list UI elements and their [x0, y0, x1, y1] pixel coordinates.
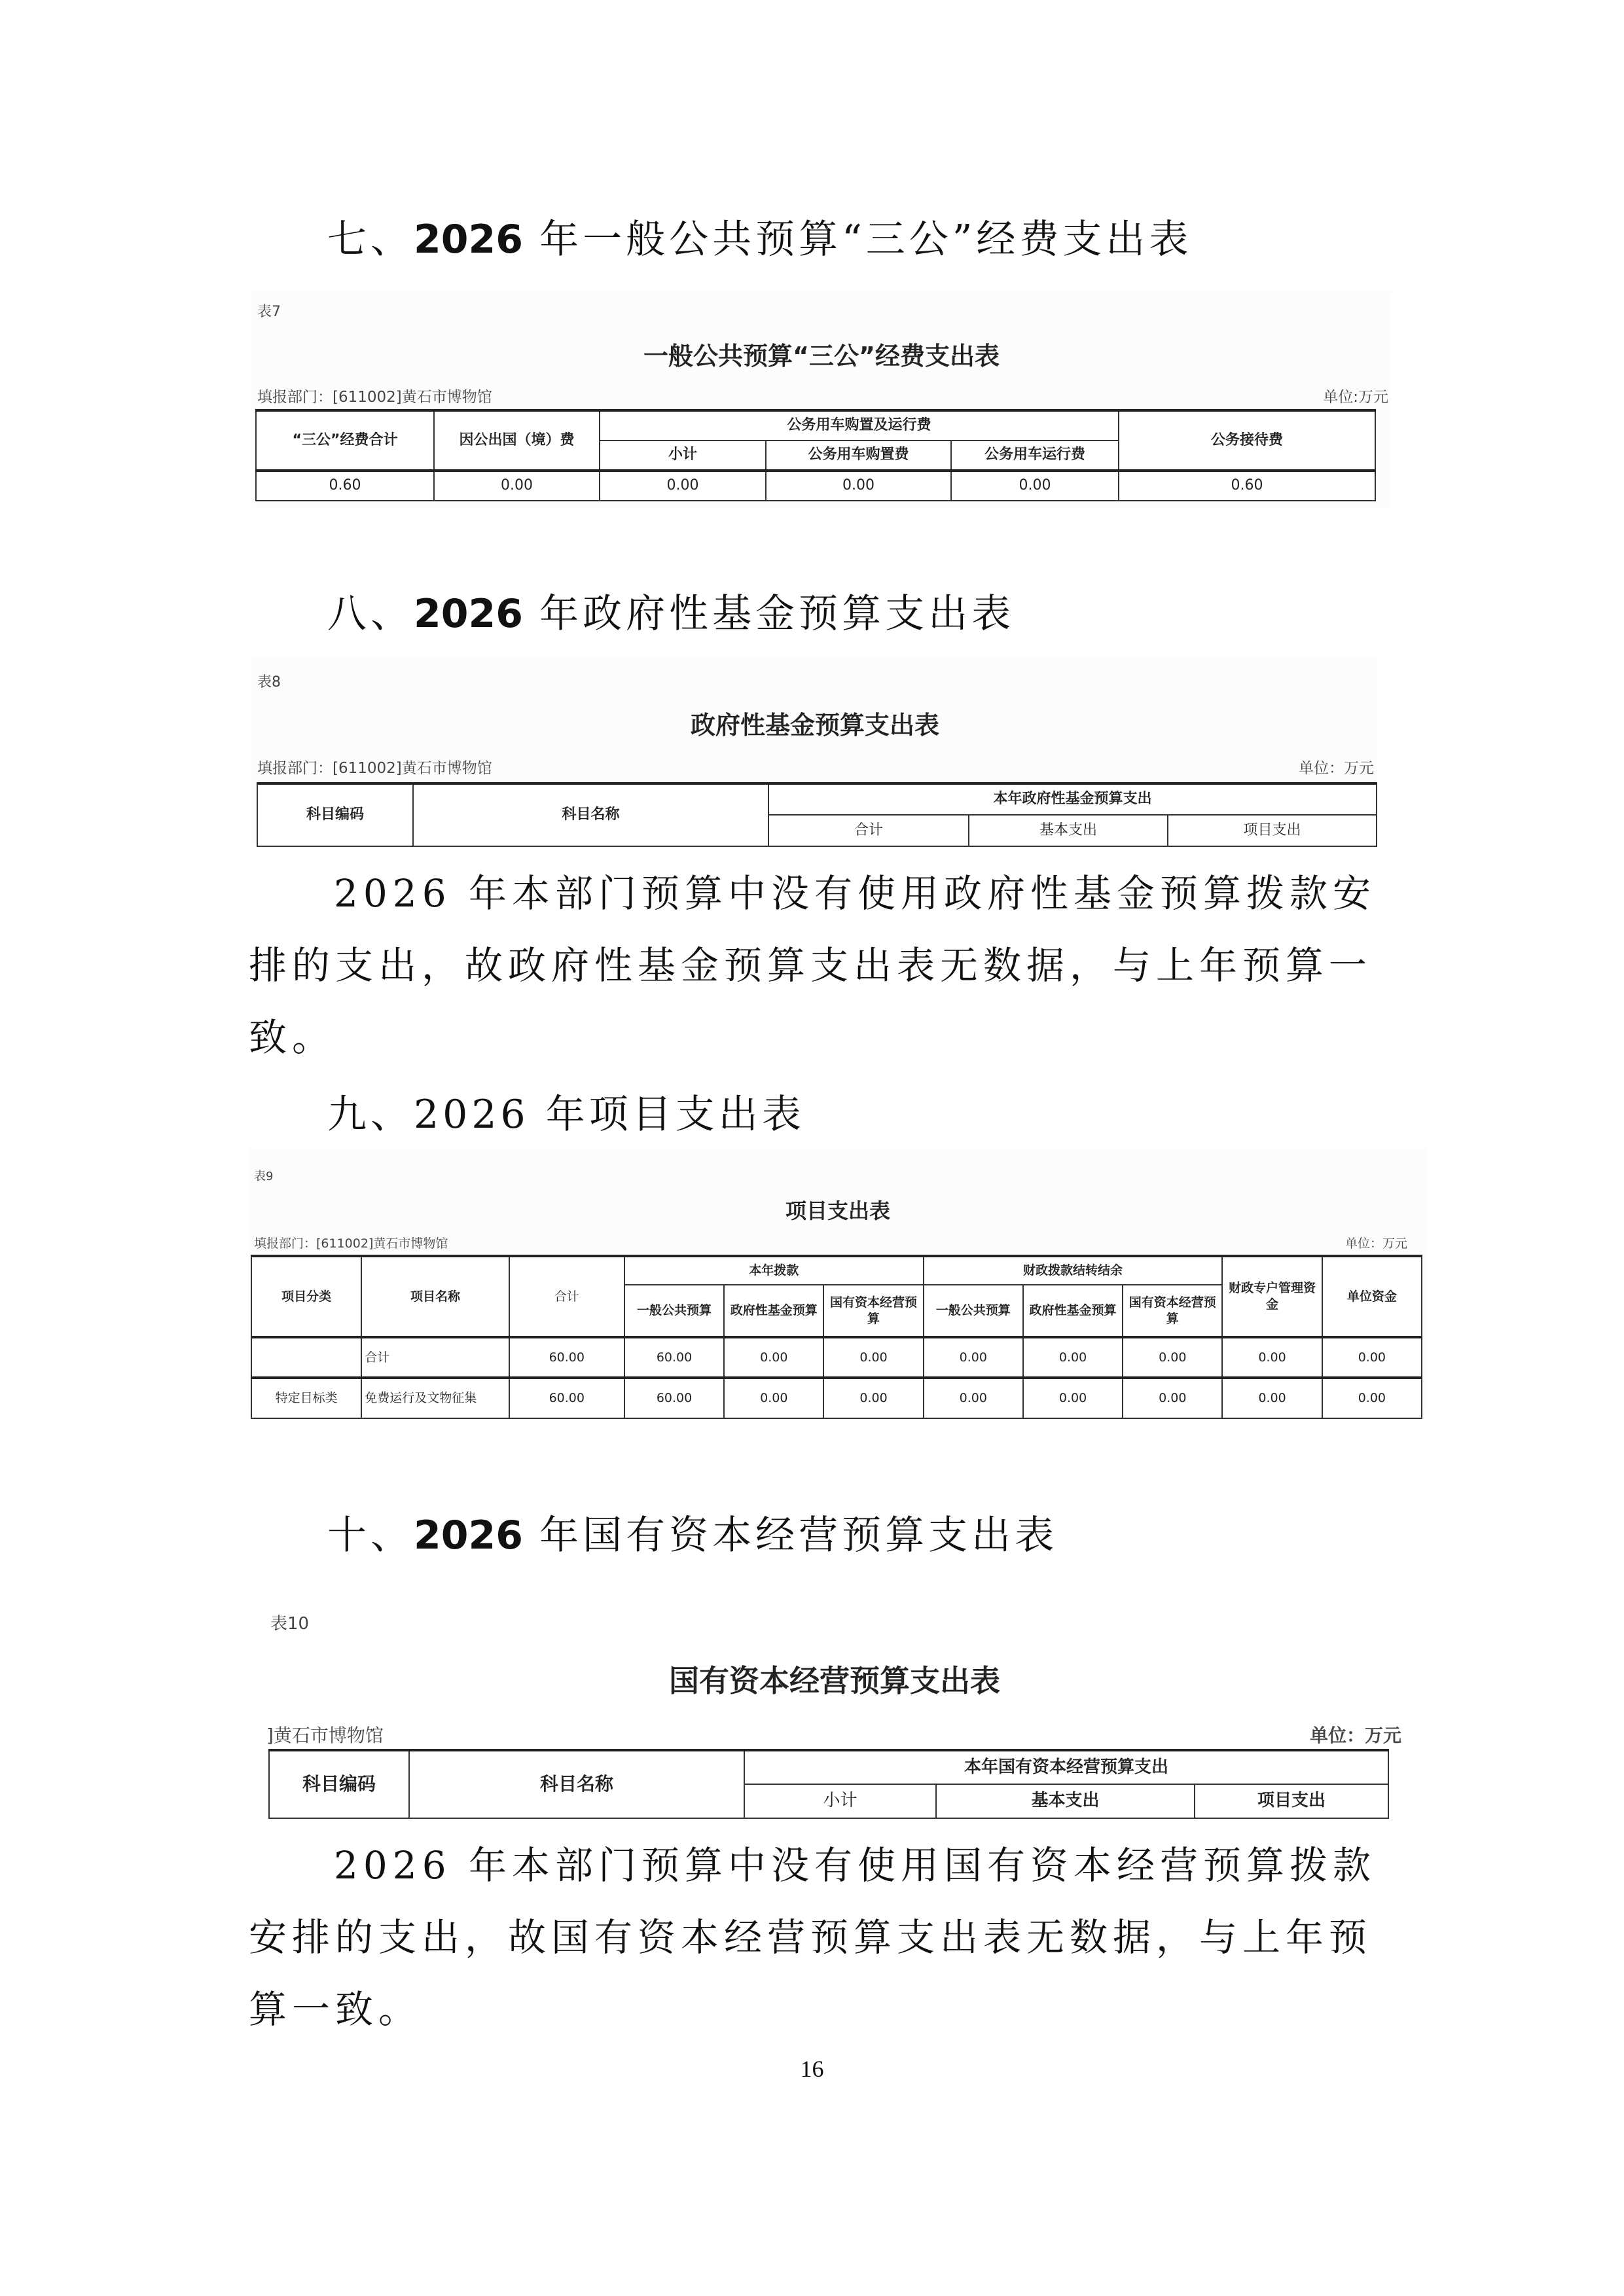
cell-value: 0.00	[823, 1337, 923, 1378]
header-vehicle-group: 公务用车购置及运行费	[600, 410, 1119, 440]
cell-value: 0.00	[1123, 1337, 1222, 1378]
header-vehicle-purchase: 公务用车购置费	[766, 440, 951, 471]
header-basic: 基本支出	[936, 1784, 1195, 1818]
project-expense-table	[251, 1255, 1422, 1419]
heading-year: 2026	[414, 591, 523, 637]
heading-text: 年一般公共预算“三公”经费支出表	[523, 217, 1193, 262]
table-label: 表7	[257, 304, 281, 320]
cell-value: 60.00	[509, 1337, 624, 1378]
unit-label: 单位：万元	[1299, 760, 1374, 777]
table-10-block	[265, 1597, 1404, 1820]
cell-subtotal: 0.00	[600, 471, 766, 501]
table-row	[251, 1378, 1422, 1418]
unit-label: 单位：万元	[1309, 1725, 1401, 1746]
header-subtotal: 小计	[744, 1784, 936, 1818]
cell-value: 0.00	[1023, 1337, 1123, 1378]
state-capital-note: 2026 年本部门预算中没有使用国有资本经营预算拨款安排的支出，故国有资本经营预算支出表无数据，与上年预算一致。	[249, 1843, 1377, 2032]
header-subtotal: 小计	[600, 440, 766, 471]
reporting-department: 填报部门：[611002]黄石市博物馆	[254, 1236, 448, 1251]
gov-fund-note: 2026 年本部门预算中没有使用政府性基金预算拨款安排的支出，故政府性基金预算支出表无数据，与上年预算一致。	[249, 871, 1377, 1060]
gov-fund-expense-table	[257, 782, 1377, 847]
section-7-heading	[327, 208, 1192, 264]
heading-prefix: 九、	[327, 1092, 414, 1138]
cell-value: 0.00	[724, 1378, 823, 1418]
heading-text: 年政府性基金预算支出表	[523, 591, 1015, 637]
header-gov-fund-carry: 政府性基金预算	[1023, 1285, 1123, 1337]
table-label: 表10	[270, 1614, 310, 1634]
cell-value: 0.00	[924, 1337, 1023, 1378]
heading-text: 年国有资本经营预算支出表	[523, 1513, 1058, 1558]
cell-category: 特定目标类	[251, 1378, 361, 1418]
header-reception: 公务接待费	[1119, 410, 1375, 471]
cell-value: 0.00	[1322, 1337, 1422, 1378]
state-capital-expense-table	[268, 1749, 1389, 1819]
cell-name: 合计	[361, 1337, 509, 1378]
cell-vehicle-purchase: 0.00	[766, 471, 951, 501]
cell-value: 0.00	[1222, 1337, 1322, 1378]
heading-year: 2026	[414, 217, 523, 262]
table-title: 一般公共预算“三公”经费支出表	[643, 342, 1000, 370]
header-vehicle-operation: 公务用车运行费	[951, 440, 1119, 471]
heading-prefix: 七、	[327, 217, 414, 262]
cell-vehicle-operation: 0.00	[951, 471, 1119, 501]
header-carry-group: 财政拨款结转结余	[924, 1256, 1223, 1285]
unit-label: 单位:万元	[1323, 389, 1388, 406]
cell-category	[251, 1337, 361, 1378]
header-state-capital-current: 国有资本经营预算	[823, 1285, 923, 1337]
header-group: 本年政府性基金预算支出	[768, 783, 1377, 815]
table-title: 国有资本经营预算支出表	[669, 1663, 1000, 1698]
reporting-department: ]黄石市博物馆	[266, 1725, 384, 1746]
cell-value: 60.00	[624, 1337, 724, 1378]
cell-value: 0.00	[823, 1378, 923, 1418]
cell-name: 免费运行及文物征集	[361, 1378, 509, 1418]
header-unit-funds: 单位资金	[1322, 1256, 1422, 1337]
header-state-capital-carry: 国有资本经营预算	[1123, 1285, 1222, 1337]
header-name: 科目名称	[413, 783, 768, 846]
header-abroad: 因公出国（境）费	[434, 410, 600, 471]
header-current-group: 本年拨款	[624, 1256, 924, 1285]
header-total: 合计	[509, 1256, 624, 1337]
cell-value: 0.00	[924, 1378, 1023, 1418]
header-basic: 基本支出	[969, 815, 1168, 846]
table-title: 项目支出表	[785, 1198, 890, 1223]
header-category: 项目分类	[251, 1256, 361, 1337]
header-name: 项目名称	[361, 1256, 509, 1337]
heading-prefix: 十、	[327, 1513, 414, 1558]
cell-value: 0.00	[1023, 1378, 1123, 1418]
header-code: 科目编码	[257, 783, 413, 846]
page-number: 16	[800, 2056, 824, 2082]
heading-text: 年项目支出表	[529, 1092, 805, 1138]
table-row	[251, 1337, 1422, 1378]
header-general-carry: 一般公共预算	[924, 1285, 1023, 1337]
cell-value: 60.00	[624, 1378, 724, 1418]
header-project: 项目支出	[1195, 1784, 1388, 1818]
table-title: 政府性基金预算支出表	[690, 711, 939, 740]
header-total: “三公”经费合计	[256, 410, 434, 471]
header-code: 科目编码	[269, 1750, 409, 1818]
heading-year: 2026	[414, 1513, 523, 1558]
reporting-department: 填报部门：[611002]黄石市博物馆	[257, 760, 492, 777]
section-10-heading	[327, 1504, 1058, 1560]
header-total: 合计	[768, 815, 969, 846]
reporting-department: 填报部门：[611002]黄石市博物馆	[257, 389, 492, 406]
table-label: 表8	[257, 674, 281, 691]
table-label: 表9	[254, 1170, 274, 1183]
section-8-heading	[327, 583, 1015, 639]
cell-value: 0.00	[1222, 1378, 1322, 1418]
three-public-expense-table	[255, 409, 1376, 501]
table-row	[256, 471, 1375, 501]
header-project: 项目支出	[1168, 815, 1377, 846]
section-9-heading	[327, 1083, 805, 1139]
heading-prefix: 八、	[327, 591, 414, 637]
cell-total: 0.60	[256, 471, 434, 501]
header-special-account: 财政专户管理资金	[1222, 1256, 1322, 1337]
header-gov-fund-current: 政府性基金预算	[724, 1285, 823, 1337]
table-7-block	[252, 291, 1391, 507]
cell-value: 0.00	[1123, 1378, 1222, 1418]
header-name: 科目名称	[409, 1750, 744, 1818]
cell-value: 0.00	[1322, 1378, 1422, 1418]
header-general-current: 一般公共预算	[624, 1285, 724, 1337]
table-8-block	[252, 658, 1378, 848]
heading-year: 2026	[414, 1092, 530, 1138]
table-9-block	[249, 1149, 1427, 1410]
cell-reception: 0.60	[1119, 471, 1375, 501]
cell-abroad: 0.00	[434, 471, 600, 501]
unit-label: 单位：万元	[1344, 1236, 1407, 1251]
cell-value: 60.00	[509, 1378, 624, 1418]
cell-value: 0.00	[724, 1337, 823, 1378]
header-group: 本年国有资本经营预算支出	[744, 1750, 1388, 1784]
